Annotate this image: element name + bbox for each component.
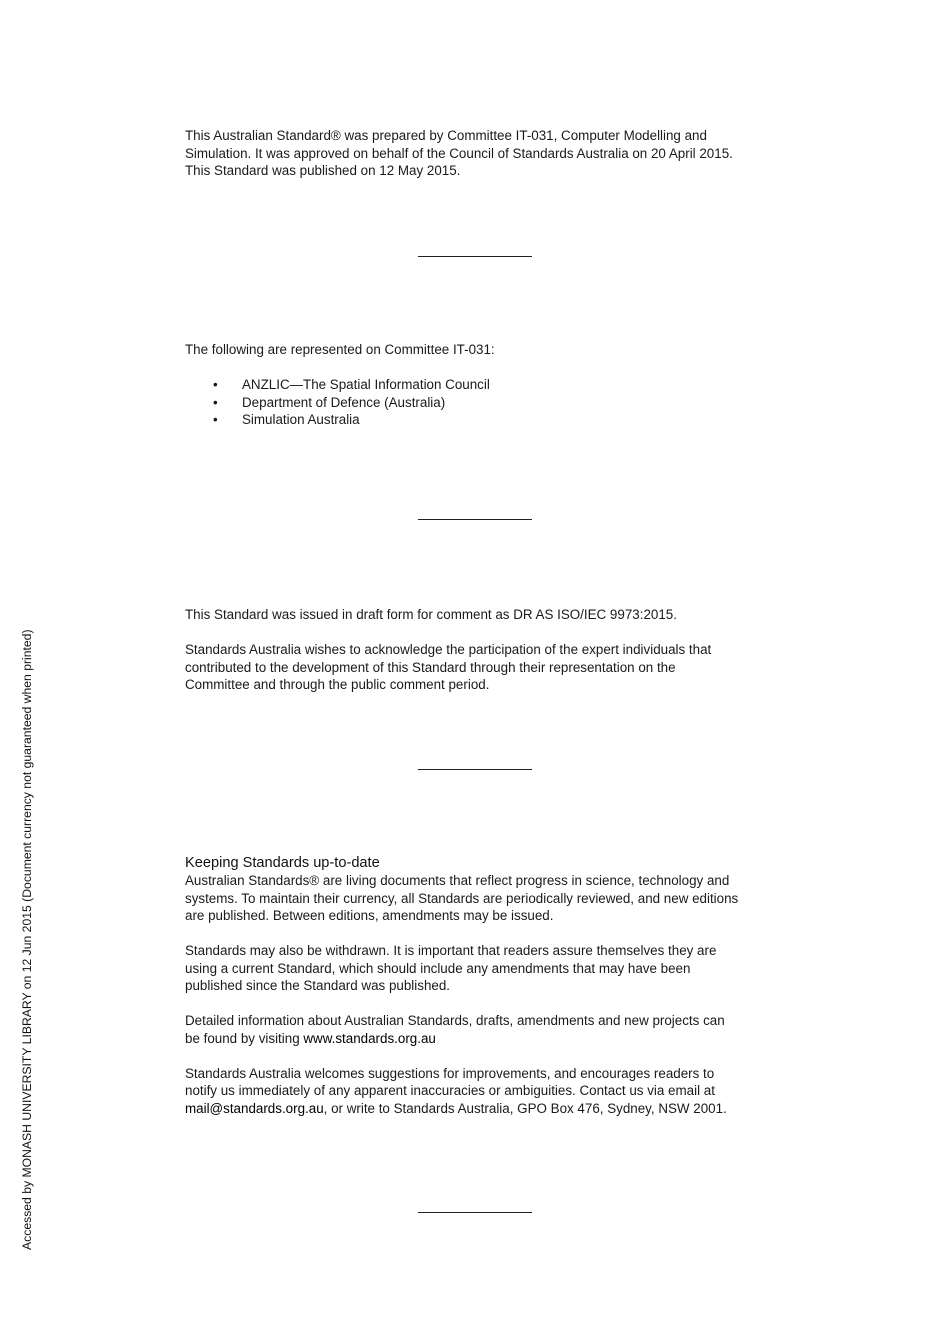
para4-line-3 xyxy=(185,1100,775,1118)
member-name: Simulation Australia xyxy=(242,412,360,427)
preparation-note xyxy=(185,127,775,180)
para2-line-1: Standards may also be withdrawn. It is important that readers assure themselves they are xyxy=(185,943,717,958)
para3-line-1: Detailed information about Australian Standards, drafts, amendments and new projects can xyxy=(185,1013,725,1028)
ack-line-3: Committee and through the public comment period. xyxy=(185,677,490,692)
list-item xyxy=(185,376,775,394)
list-item xyxy=(185,394,775,412)
para4-line-1: Standards Australia welcomes suggestions for improvements, and encourages readers to xyxy=(185,1065,715,1081)
committee-intro: The following are represented on Committee IT-031: xyxy=(185,342,495,357)
ack-line-1: Standards Australia wishes to acknowledge the participation of the expert individuals that xyxy=(185,642,712,657)
para1-line-1: Australian Standards® are living documents that reflect progress in science, technology and xyxy=(185,873,730,888)
prep-line-1: This Australian Standard® was prepared by Committee IT-031, Computer Modelling and xyxy=(185,128,707,143)
ack-line-2: contributed to the development of this Standard through their representation on the xyxy=(185,659,676,675)
draft-section xyxy=(185,606,775,694)
member-name: Department of Defence (Australia) xyxy=(242,394,446,410)
section-divider-3 xyxy=(418,769,532,770)
bullet-icon: • xyxy=(213,394,218,410)
website-link[interactable]: www.standards.org.au xyxy=(303,1030,436,1046)
keeping-standards-section xyxy=(185,854,775,1117)
section-divider-4 xyxy=(418,1212,532,1213)
para1-line-3: are published. Between editions, amendments may be issued. xyxy=(185,908,554,923)
committee-member-list xyxy=(185,376,775,429)
bullet-icon: • xyxy=(213,412,218,427)
para4-line-2: notify us immediately of any apparent inaccuracies or ambiguities. Contact us via email at xyxy=(185,1083,715,1098)
list-item xyxy=(185,411,775,429)
para4-suffix: , or write to Standards Australia, GPO Box 476, Sydney, NSW 2001. xyxy=(323,1100,727,1116)
bullet-icon: • xyxy=(213,377,218,392)
email-link[interactable]: mail@standards.org.au xyxy=(185,1100,324,1116)
para2-line-3: published since the Standard was published. xyxy=(185,978,451,993)
section-divider-1 xyxy=(418,256,532,257)
member-name: ANZLIC—The Spatial Information Council xyxy=(242,377,490,392)
prep-line-2: Simulation. It was approved on behalf of the Council of Standards Australia on 20 April 2015. xyxy=(185,145,733,161)
section-divider-2 xyxy=(418,519,532,520)
para3-prefix: be found by visiting xyxy=(185,1030,304,1046)
committee-section xyxy=(185,341,775,429)
para2-line-2: using a current Standard, which should include any amendments that may have been xyxy=(185,960,691,976)
para1-line-2: systems. To maintain their currency, all Standards are periodically reviewed, and new editions xyxy=(185,890,739,906)
section-heading: Keeping Standards up-to-date xyxy=(185,855,380,871)
draft-issued-note: This Standard was issued in draft form for comment as DR AS ISO/IEC 9973:2015. xyxy=(185,607,677,622)
access-watermark: Accessed by MONASH UNIVERSITY LIBRARY on 12 Jun 2015 (Document currency not guaranteed when printed) xyxy=(20,629,34,1250)
para3-line-2 xyxy=(185,1030,775,1048)
prep-line-3: This Standard was published on 12 May 2015. xyxy=(185,163,461,178)
